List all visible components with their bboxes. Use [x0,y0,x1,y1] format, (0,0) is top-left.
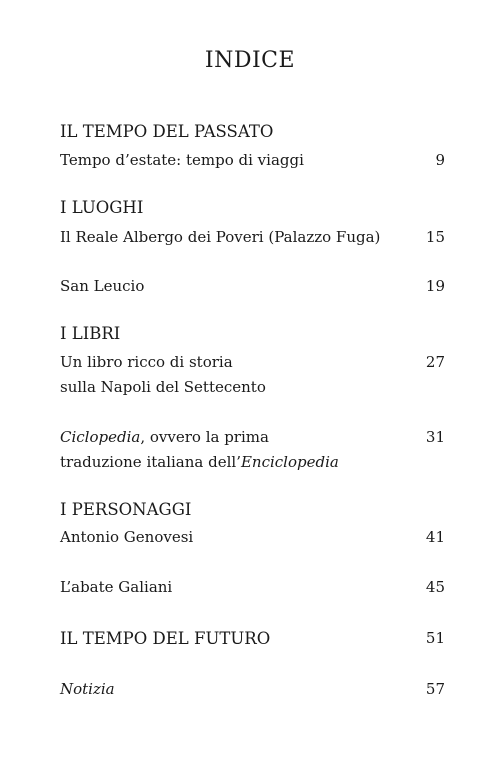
toc-entry[interactable] [60,677,445,702]
entry-title: Antonio Genovesi [60,528,194,546]
section-heading: IL TEMPO DEL FUTURO [60,629,271,648]
entry-title-line [60,425,390,450]
section-heading: I PERSONAGGI [60,500,192,519]
section-heading: I LUOGHI [60,198,144,217]
toc-entry[interactable] [60,225,445,250]
toc-entry[interactable] [60,274,445,299]
page-number: 31 [425,428,445,446]
page-title: INDICE [204,48,296,73]
section-heading: IL TEMPO DEL PASSATO [60,122,274,141]
entry-title: Il Reale Albergo dei Poveri (Palazzo Fuga) [60,228,381,246]
entry-title: L’abate Galiani [60,578,173,596]
page-number: 51 [425,629,445,647]
entry-title-text: traduzione italiana dell’ [60,453,241,471]
entry-title-text: , ovvero la prima [140,428,269,446]
page-number: 27 [425,353,445,371]
toc-entry[interactable] [60,350,445,400]
toc-entry[interactable] [60,575,445,600]
entry-title: Tempo d’estate: tempo di viaggi [60,151,304,169]
page-number: 57 [425,680,445,698]
toc-entry[interactable] [60,425,445,475]
page-number: 15 [425,228,445,246]
section-heading: I LIBRI [60,324,121,343]
entry-title: San Leucio [60,277,145,295]
page-number: 41 [425,528,445,546]
entry-title-line [60,450,390,475]
entry-title-line: sulla Napoli del Settecento [60,378,266,396]
section-heading: Notizia [60,680,115,698]
italic-title: Enciclopedia [240,453,339,471]
toc-entry[interactable] [60,626,445,651]
page-number: 19 [425,277,445,295]
italic-title: Ciclopedia [60,428,141,446]
page-number: 9 [435,151,445,169]
toc-entry[interactable] [60,525,445,550]
toc-entry[interactable] [60,148,445,173]
entry-title-line: Un libro ricco di storia [60,353,233,371]
page-number: 45 [425,578,445,596]
